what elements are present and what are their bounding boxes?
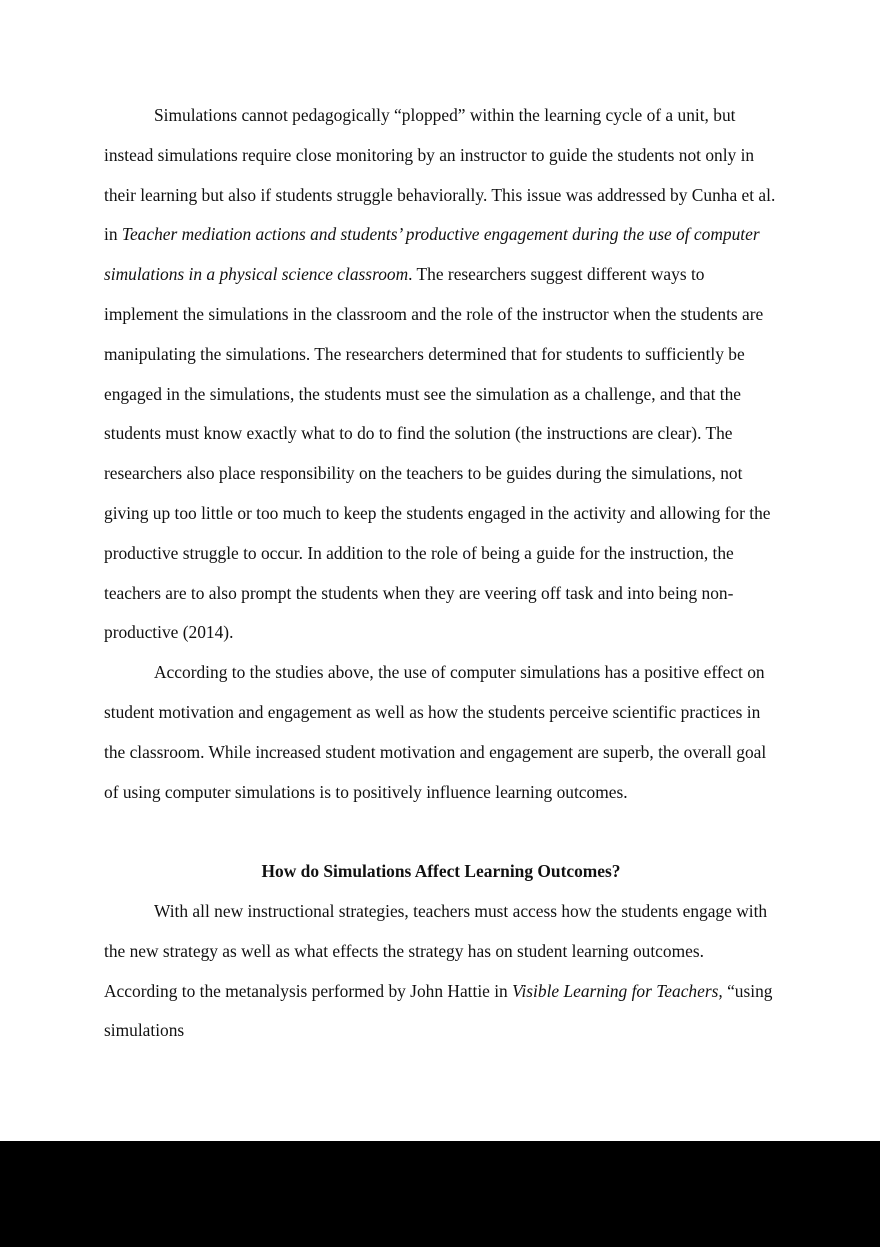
paragraph-according-to-studies — [104, 653, 778, 812]
text-run: “using simulations — [104, 980, 773, 1041]
text-run: Simulations cannot pedagogically “plopped” within the learning cycle of a unit, but instead simulations require close monitoring by an instructor to guide the students not only in their learning but also if students struggle behaviorally. This issue was addressed by Cunha et al. in — [104, 105, 776, 245]
title-teacher-mediation: Teacher mediation actions and students’ productive engagement during the use of computer simulations in a physical science classroom — [104, 224, 760, 285]
text-run: . The researchers suggest different ways to implement the simulations in the classroom and the role of the instructor when the students are manipulating the simulations. The researchers determined that for students to sufficiently be engaged in the simulations, the students must see the simulation as a challenge, and that the students must know exactly what to do to find the solution (the instructions are clear). The researchers also place responsibility on the teachers to be guides during the simulations, not giving up too little or too much to keep the students engaged in the activity and allowing for the productive struggle to occur. In addition to the role of being a guide for the instruction, the teachers are to also prompt the students when they are veering off task and into being non-productive (2014). — [104, 264, 771, 643]
text-run: With all new instructional strategies, teachers must access how the students engage with the new strategy as well as what effects the strategy has on student learning outcomes. According to the metanalysis performed by John Hattie in — [104, 900, 768, 1001]
blank-line — [104, 812, 778, 852]
page-bottom-letterbox — [0, 1141, 880, 1247]
paragraph-simulations-plopped — [104, 96, 778, 653]
text-run: According to the studies above, the use of computer simulations has a positive effect on student motivation and engagement as well as how the students perceive scientific practices in the classroom. While increased student motivation and engagement are superb, the overall goal of using computer simulations is to positively influence learning outcomes. — [104, 662, 767, 802]
section-heading: How do Simulations Affect Learning Outcomes? — [261, 861, 621, 882]
paragraph-with-all-new-strategies — [104, 892, 778, 1051]
title-visible-learning: Visible Learning for Teachers, — [512, 980, 723, 1001]
page-body — [104, 96, 778, 1051]
